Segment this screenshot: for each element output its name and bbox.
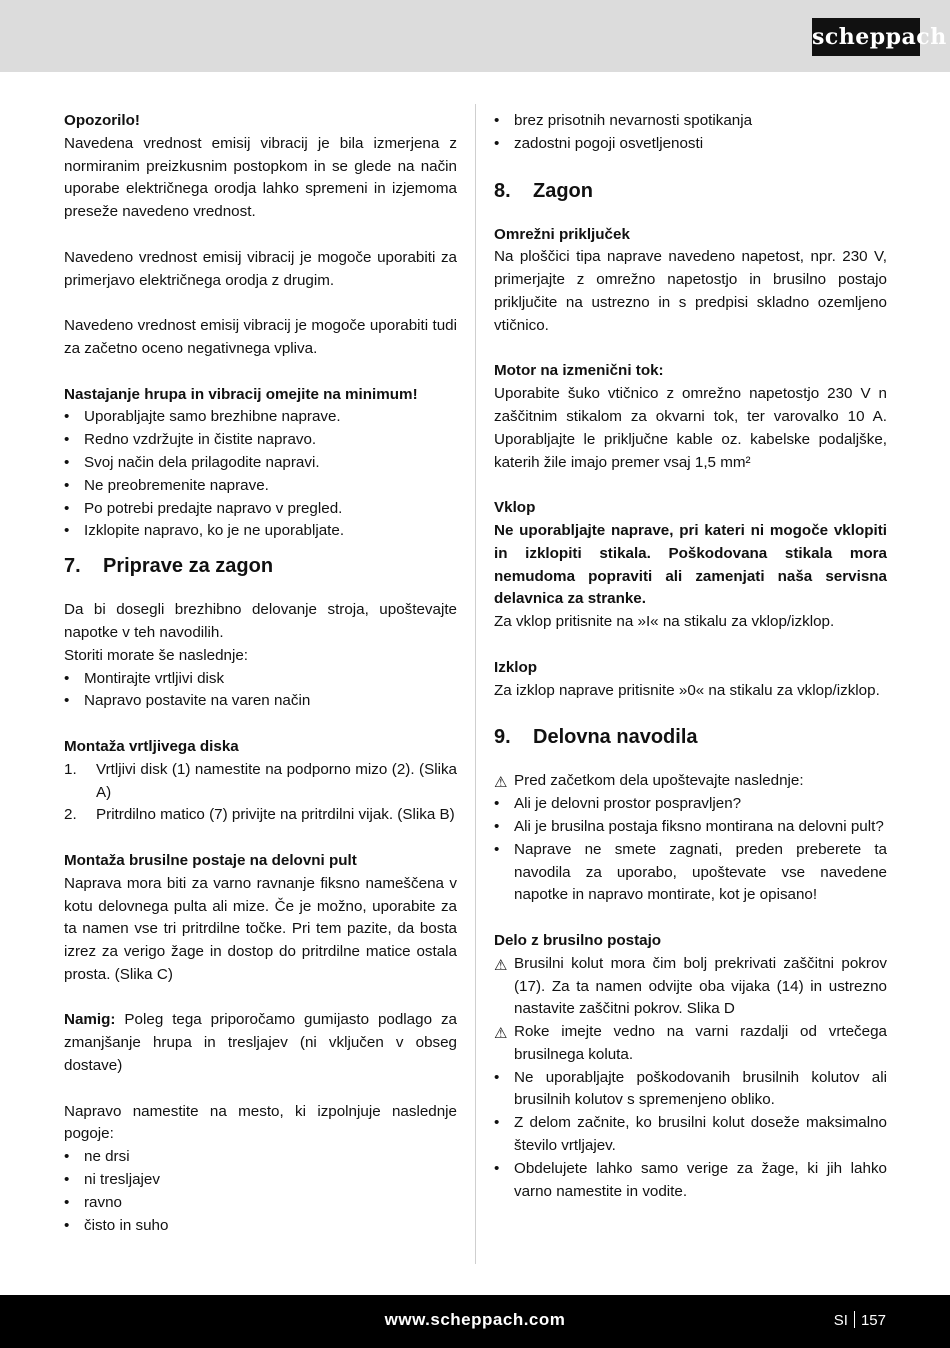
mains-title: Omrežni priključek (494, 225, 630, 243)
mains-paragraph: Na ploščici tipa naprave navedeno napetost, npr. 230 V, primerjajte z omrežno napetostjo in brusilno postajo priključite na ustrezno in s predpisi skladno ozemljeno vtičnico. (494, 248, 887, 334)
station-title: Delo z brusilno postajo (494, 931, 662, 949)
list-item: • Obdelujete lahko samo verige za žage, ki jih lahko varno namestite in vodite. (494, 1158, 887, 1204)
warning-triangle-icon: ⚠ (494, 1025, 508, 1043)
bench-title: Montaža brusilne postaje na delovni pult (64, 851, 357, 869)
right-column (494, 110, 887, 1203)
list-item: • Ali je delovni prostor pospravljen? (494, 793, 887, 816)
list-item (64, 759, 457, 805)
section-number: 9. (494, 726, 511, 749)
warning-triangle-icon: ⚠ (494, 956, 508, 974)
disk-title: Montaža vrtljivega diska (64, 737, 239, 755)
list-item: • ravno (64, 1192, 457, 1215)
list-item: • Svoj način dela prilagodite napravi. (64, 452, 457, 475)
language-code: SI (833, 1312, 848, 1329)
on-title: Vklop (494, 499, 536, 517)
section-heading-7 (64, 553, 457, 579)
station-warnings (494, 953, 887, 1067)
work-intro (494, 770, 887, 793)
list-item: • Po potrebi predajte napravo v pregled. (64, 498, 457, 521)
bench-paragraph: Naprava mora biti za varno ravnanje fiksno nameščena v kotu delovnega pulta ali mize. Če je možno, uporabite za ta namen vse tri pritrdilne točke. Pri tem pazite, da bosta izrez za verigo žage in dostop do pritrdilne matice ostala prosta. (Slika C) (64, 874, 457, 983)
section-title: Priprave za zagon (103, 555, 274, 578)
tip-label: Namig: (64, 1011, 116, 1029)
warning-item (494, 953, 887, 1021)
off-paragraph: Za izklop naprave pritisnite »0« na stikalu za vklop/izklop. (494, 681, 880, 699)
tip-text: Poleg tega priporočamo gumijasto podlago za zmanjšanje hrupa in tresljajev (ni vključen v obseg dostave) (64, 1011, 457, 1075)
list-item: • Naprave ne smete zagnati, preden preberete ta navodila za uporabo, upoštevate vse navedene napotke in napravo montirate, kot je opisano! (494, 839, 887, 907)
prep-list (64, 668, 457, 714)
placement-list (64, 1146, 457, 1237)
section-number: 8. (494, 179, 511, 202)
list-item: • Redno vzdržujte in čistite napravo. (64, 429, 457, 452)
page-num: 157 (860, 1312, 886, 1329)
page-number (834, 1310, 886, 1333)
list-item: • Napravo postavite na varen način (64, 690, 457, 713)
website-link[interactable]: www.scheppach.com (384, 1310, 566, 1329)
on-paragraph: Za vklop pritisnite na »I« na stikalu za vklop/izklop. (494, 613, 835, 631)
list-item: • Z delom začnite, ko brusilni kolut doseže maksimalno število vrtljajev. (494, 1112, 887, 1158)
on-warning: Ne uporabljajte naprave, pri kateri ni mogoče vklopiti in izklopiti stikala. Poškodovana stikala mora nemudoma popraviti ali zamenjati naša servisna delavnica za stranke. (494, 521, 887, 608)
list-item: • ne drsi (64, 1146, 457, 1169)
list-item (64, 804, 457, 827)
list-item: • ni tresljajev (64, 1169, 457, 1192)
section-paragraph: Da bi dosegli brezhibno delovanje stroja, upoštevajte napotke v teh navodilih. (64, 601, 457, 641)
station-list (494, 1067, 887, 1204)
warning-paragraph: Navedeno vrednost emisij vibracij je mogoče uporabiti za primerjavo električnega orodja z drugim. (64, 248, 457, 289)
section-title: Delovna navodila (533, 726, 698, 749)
step-number: 2. (64, 806, 77, 824)
motor-title: Motor na izmenični tok: (494, 362, 664, 380)
step-number: 1. (64, 760, 77, 778)
warning-text: Roke imejte vedno na varni razdalji od vrtečega brusilnega koluta. (514, 1023, 887, 1063)
motor-paragraph: Uporabite šuko vtičnico z omrežno napetostjo 230 V n zaščitnim stikalom za okvarni tok, ter varovalko 10 A. Uporabljajte le priključne kable oz. kabelske podaljške, katerih žile imajo premer vsaj 1,5 mm² (494, 385, 887, 471)
list-item: • Uporabljajte samo brezhibne naprave. (64, 406, 457, 429)
list-item: • brez prisotnih nevarnosti spotikanja (494, 110, 887, 133)
warning-item (494, 1021, 887, 1067)
off-title: Izklop (494, 658, 538, 676)
step-text: Pritrdilno matico (7) privijte na pritrdilni vijak. (Slika B) (96, 806, 455, 824)
section-paragraph: Storiti morate še naslednje: (64, 646, 249, 664)
placement-list-continued (494, 110, 887, 156)
noise-title: Nastajanje hrupa in vibracij omejite na minimum! (64, 385, 418, 403)
list-item: • Ali je brusilna postaja fiksno montirana na delovni pult? (494, 816, 887, 839)
warning-title: Opozorilo! (64, 112, 140, 129)
list-item: • Izklopite napravo, ko je ne uporabljate. (64, 520, 457, 543)
noise-list (64, 406, 457, 543)
section-heading-9 (494, 724, 887, 750)
warning-text: Brusilni kolut mora čim bolj prekrivati zaščitni pokrov (17). Za ta namen odvijte oba vijaka (14) in ustrezno nastavite zaščitni pokrov. Slika D (514, 954, 887, 1018)
warning-triangle-icon: ⚠ (494, 774, 508, 792)
warning-paragraph: Navedeno vrednost emisij vibracij je mogoče uporabiti tudi za začetno oceno negativnega vpliva. (64, 317, 457, 357)
section-number: 7. (64, 555, 81, 578)
step-text: Vrtljivi disk (1) namestite na podporno mizo (2). (Slika A) (96, 760, 457, 801)
work-list (494, 793, 887, 907)
column-divider (475, 104, 476, 1264)
list-item: • Montirajte vrtljivi disk (64, 668, 457, 691)
list-item: • zadostni pogoji osvetljenosti (494, 133, 887, 156)
tip-paragraph (64, 1009, 457, 1077)
separator (854, 1311, 855, 1328)
warning-item (494, 770, 887, 793)
section-title: Zagon (533, 179, 593, 202)
list-item: • čisto in suho (64, 1215, 457, 1238)
warning-paragraph: Navedena vrednost emisij vibracij je bila izmerjena z normiranim preizkusnim postopkom in se glede na način uporabe električnega orodja lahko spremeni in izjemoma preseže navedeno vrednost. (64, 134, 457, 221)
left-column (64, 110, 457, 1237)
page-header (0, 0, 950, 72)
list-item: • Ne preobremenite naprave. (64, 475, 457, 498)
scheppach-logo: scheppach (812, 18, 920, 56)
page-footer (0, 1295, 950, 1348)
placement-paragraph: Napravo namestite na mesto, ki izpolnjuje naslednje pogoje: (64, 1102, 457, 1143)
list-item: • Ne uporabljajte poškodovanih brusilnih kolutov ali brusilnih kolutov s spremenjeno obliko. (494, 1067, 887, 1113)
section-heading-8 (494, 178, 887, 204)
warning-text: Pred začetkom dela upoštevajte naslednje: (514, 772, 804, 790)
disk-steps (64, 759, 457, 827)
